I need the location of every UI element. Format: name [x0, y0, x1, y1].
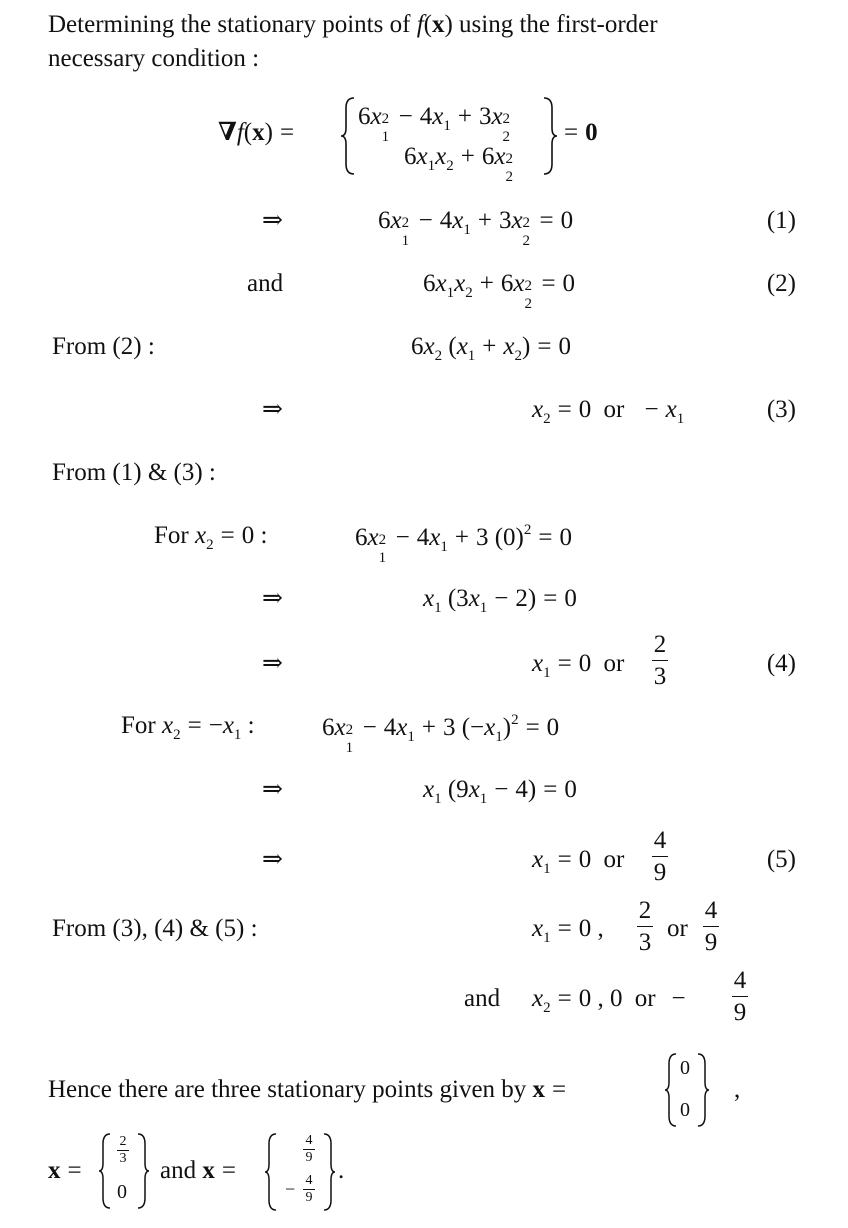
equation-number-4: (4)	[766, 650, 796, 677]
denominator: 3	[638, 929, 652, 956]
denominator: 3	[653, 663, 667, 690]
or-text: or	[603, 650, 625, 677]
numerator: 4	[733, 967, 747, 994]
or-text: or	[603, 396, 625, 423]
summary-fraction-four-ninths	[703, 898, 719, 955]
vector-2-right-brace	[136, 1132, 150, 1210]
denominator: 9	[653, 859, 667, 886]
or-text: or	[634, 985, 656, 1012]
factored-case-1: $x_1$ $(3x_1 - 2) = 0$	[423, 585, 577, 616]
gradient-right-brace	[542, 96, 558, 176]
summary-fraction-neg-four-ninths	[732, 968, 748, 1025]
vector-1-bottom: 0	[680, 1099, 690, 1121]
fraction-four-ninths	[652, 828, 668, 885]
from-2-label: From (2) :	[52, 333, 155, 360]
numerator: 4	[653, 827, 667, 854]
implies-symbol: ⇒	[262, 650, 283, 677]
denominator: 9	[305, 1150, 313, 1165]
gradient-row-2: $6x_1x_2 + 6x$ 2 2	[404, 143, 513, 185]
factored-case-2: $x_1$ $(9x_1 - 4) = 0$	[423, 776, 577, 807]
vector-1-comma: ,	[734, 1076, 741, 1103]
and-text: and	[160, 1157, 197, 1184]
from-1-3-label: From (1) & (3) :	[52, 459, 216, 486]
vector-3-left-brace	[264, 1132, 278, 1212]
vector-1-left-brace	[664, 1052, 678, 1128]
equation-1: 6x 2 1 − $4x_1 + 3x$ 2 2 = 0	[378, 207, 574, 249]
denominator: 9	[704, 929, 718, 956]
equation-5: $x_1 = 0$ or	[532, 846, 625, 877]
fraction-two-thirds	[652, 632, 668, 689]
vector-3-bottom-fraction	[303, 1174, 315, 1205]
gradient-rhs: = 0	[564, 119, 598, 146]
implies-symbol: ⇒	[262, 207, 283, 234]
equation-number-3: (3)	[766, 396, 796, 423]
intro-line-1: Determining the stationary points of f(x) using the first-order	[48, 11, 658, 38]
vector-x: x	[48, 1157, 61, 1184]
implies-symbol: ⇒	[262, 585, 283, 612]
summary-x2: $x_2 = 0$ , 0 or −	[532, 985, 686, 1016]
gradient-left-brace	[340, 96, 356, 176]
and-label: and	[247, 270, 284, 297]
equation-4: $x_1 = 0$ or	[532, 650, 625, 681]
vector-2-bottom: 0	[117, 1181, 127, 1203]
gradient-lhs: ∇f(x) =	[218, 119, 295, 146]
from-3-4-5-label: From (3), (4) & (5) :	[52, 915, 258, 942]
gradient-f: f	[236, 119, 244, 146]
summary-x1: $x_1 = 0$ ,	[532, 915, 604, 946]
case-x2-zero-equation: 6x 2 1 − $4x_1 + 3$ $(0)^2 = 0$	[355, 522, 572, 566]
vector-3-right-brace	[322, 1132, 336, 1212]
vector-1-top: 0	[680, 1057, 690, 1079]
conclusion-period: .	[338, 1157, 345, 1184]
case-x2-negx1-label: For $x_2 = -x_1$ :	[121, 712, 255, 743]
equation-2: $6x_1x_2 + 6x$ 2 2 = 0	[423, 270, 576, 312]
summary-or: or	[667, 915, 688, 942]
vector-x: x	[532, 1076, 546, 1103]
for-text: For	[154, 522, 189, 549]
numerator: 2	[638, 897, 652, 924]
vector-2-lhs: x =	[48, 1157, 82, 1184]
equation-3: $x_2 = 0$ or − $x_1$	[532, 396, 685, 427]
equation-number-5: (5)	[766, 846, 796, 873]
numerator: 4	[704, 897, 718, 924]
summary-and: and	[464, 985, 501, 1012]
or-text: or	[603, 846, 625, 873]
nabla-symbol: ∇	[218, 119, 237, 146]
vector-x: x	[202, 1157, 215, 1184]
case-x2-negx1-equation: 6x 2 1 − $4x_1 + 3$ $(-x_1)^2 = 0$	[322, 712, 560, 756]
conclusion-and: and x =	[160, 1157, 236, 1184]
denominator: 3	[119, 1151, 127, 1166]
conclusion-text: Hence there are three stationary points given by x =	[48, 1076, 567, 1103]
case-x2-zero-label: For $x_2 = 0$ :	[154, 522, 268, 553]
numerator: 2	[119, 1134, 127, 1149]
implies-symbol: ⇒	[262, 846, 283, 873]
gradient-zero: 0	[585, 119, 598, 146]
factored-equation-2: $6x_2$ $(x_1 + x_2) = 0$	[411, 333, 571, 364]
vector-1-right-brace	[696, 1052, 710, 1128]
vector-3-top-fraction	[303, 1134, 315, 1165]
equation-number-2: (2)	[766, 270, 796, 297]
conclusion-sentence: Hence there are three stationary points given by	[48, 1076, 527, 1103]
implies-symbol: ⇒	[262, 776, 283, 803]
intro-line-2: necessary condition :	[48, 45, 260, 72]
gradient-row-1: 6x 2 1 − $4x_1 + 3x$ 2 2	[358, 103, 511, 145]
implies-symbol: ⇒	[262, 396, 283, 423]
numerator: 4	[305, 1173, 313, 1188]
numerator: 4	[305, 1133, 313, 1148]
denominator: 9	[305, 1190, 313, 1205]
vector-2-left-brace	[98, 1132, 112, 1210]
intro-x: x	[431, 11, 445, 38]
intro-text-a: Determining the stationary points of	[48, 11, 411, 38]
gradient-x: x	[252, 119, 265, 146]
for-text: For	[121, 712, 156, 739]
vector-2-fraction	[117, 1135, 129, 1166]
denominator: 9	[733, 999, 747, 1026]
intro-text-b: using the first-order	[459, 11, 658, 38]
intro-f: f	[416, 11, 424, 38]
numerator: 2	[653, 631, 667, 658]
vector-3-minus: −	[285, 1179, 296, 1199]
summary-fraction-two-thirds	[637, 898, 653, 955]
equation-number-1: (1)	[766, 207, 796, 234]
